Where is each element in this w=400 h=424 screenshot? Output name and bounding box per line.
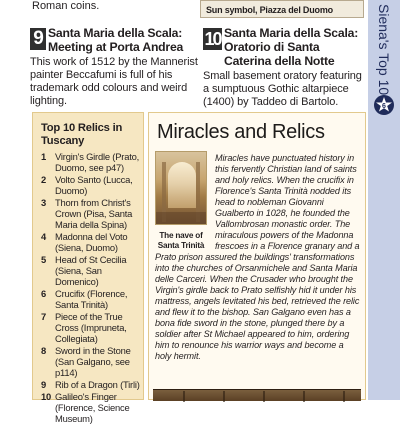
entry-body: Small basement oratory featuring a sumptuous Gothic altarpiece (1400) by Taddeo di Bartolo. bbox=[203, 70, 362, 108]
list-item: 6 Crucifix (Florence, Santa Trinità) bbox=[41, 288, 128, 310]
list-item: 1 Virgin's Girdle (Prato, Duomo, see p47) bbox=[41, 151, 140, 173]
list-item: 10 Galileo's Finger (Florence, Science Museum) bbox=[41, 391, 130, 424]
sun-symbol-caption: Sun symbol, Piazza del Duomo bbox=[206, 5, 333, 15]
list-item: 5 Head of St Cecilia (Siena, San Domenico) bbox=[41, 254, 127, 287]
list-item: 3 Thorn from Christ's Crown (Pisa, Santa Maria della Spina) bbox=[41, 197, 133, 230]
section-side-tab bbox=[368, 0, 400, 400]
previous-entry-text: Roman coins. bbox=[32, 0, 100, 12]
previous-entry-snippet bbox=[0, 0, 190, 13]
section-star-badge-icon bbox=[373, 94, 395, 116]
list-item: 9 Rib of a Dragon (Tirli) bbox=[41, 379, 140, 390]
photo-caption: The nave of Santa Trinità bbox=[157, 231, 205, 250]
photo-caption-strip bbox=[200, 0, 364, 18]
svg-text:6: 6 bbox=[382, 103, 386, 110]
entry-9 bbox=[30, 26, 200, 108]
entry-number-badge: 9 bbox=[30, 28, 46, 50]
feature-body: Miracles have punctuated history in this fervently Christian land of saints and holy relics. When the crucifix in Florence's Santa Trinità nodded its head to nobleman Giovanni Gualberto in 1028, he founded the Vallombrosan monastic order. The miraculous powers of the Madonna frescoes in a Florence granary and a Prato prison assured the buildings' transformations into the churches of Orsanmichele and Santa Maria delle Carceri. When the Crusader who brought the Virgin's girdle back to Prato selfishly hid it under his mattress, angels levitated his bed, retrieved the relic and flew it to the bishop. San Galgano even has a bona fide sword in the stone, plunged there by a soldier after St Michael appeared to him, ordering him to renounce his warrior ways and become a holy hermit. bbox=[155, 153, 360, 361]
relics-list bbox=[33, 151, 143, 424]
entry-body: This work of 1512 by the Mannerist painter Beccafumi is full of his trademark odd colours and weird lighting. bbox=[30, 56, 198, 107]
top10-relics-panel bbox=[32, 112, 144, 424]
panel-title: Top 10 Relics in Tuscany bbox=[41, 122, 123, 147]
entry-number-badge: 10 bbox=[204, 29, 221, 49]
list-item: 2 Volto Santo (Lucca, Duomo) bbox=[41, 174, 133, 196]
list-item: 8 Sword in the Stone (San Galgano, see p114) bbox=[41, 345, 131, 378]
bottom-photo-strip bbox=[153, 389, 361, 401]
nave-photo bbox=[155, 151, 207, 225]
miracles-relics-feature bbox=[148, 112, 366, 400]
list-item: 4 Madonna del Voto (Siena, Duomo) bbox=[41, 231, 128, 253]
feature-title: Miracles and Relics bbox=[157, 121, 325, 143]
entry-10 bbox=[203, 26, 367, 109]
list-item: 7 Piece of the True Cross (Impruneta, Collegiata) bbox=[41, 311, 127, 344]
entry-title: Santa Maria della Scala: Oratorio di Santa Caterina della Notte bbox=[224, 26, 359, 68]
entry-title: Santa Maria della Scala: Meeting at Porta Andrea bbox=[48, 26, 184, 54]
section-tab-label: Siena's Top 10 bbox=[376, 4, 392, 96]
